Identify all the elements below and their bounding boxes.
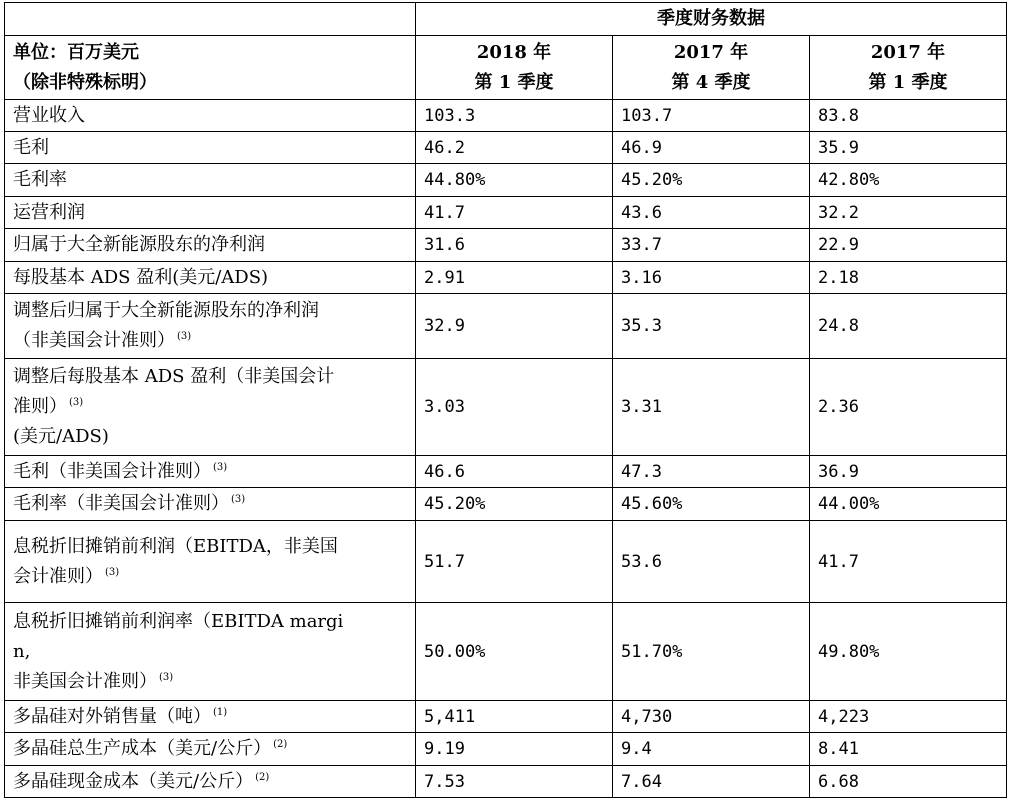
table-row (5, 229, 1007, 262)
table-row (5, 488, 1007, 521)
table-row (5, 701, 1007, 733)
row-label-line (13, 263, 407, 293)
value-cell: 45.20% (416, 488, 613, 521)
row-label-line (13, 165, 407, 195)
footnote-marker: (2) (255, 771, 270, 783)
group-title: 季度财务数据 (416, 3, 1007, 36)
row-label-cell (5, 262, 416, 294)
value-cell: 6.68 (810, 766, 1007, 798)
row-label-cell (5, 766, 416, 798)
row-label-cell (5, 164, 416, 197)
column-header-quarter: 第 4 季度 (671, 71, 751, 93)
value-cell: 44.80% (416, 164, 613, 197)
value-cell: 51.70% (613, 603, 810, 701)
row-label-line (13, 133, 407, 163)
row-label-text: 调整后每股基本 ADS 盈利（非美国会计 (13, 366, 335, 387)
column-header-year: 2017 年 (870, 41, 946, 63)
footnote-marker: (3) (231, 494, 246, 505)
column-header-quarter: 第 1 季度 (868, 71, 948, 93)
row-label-line (13, 532, 407, 562)
value-cell: 46.2 (416, 132, 613, 164)
row-label-line (13, 489, 407, 519)
row-label-line (13, 637, 407, 667)
header-row-columns (5, 36, 1007, 100)
column-header-year: 2018 年 (476, 41, 552, 63)
row-label-text: 息税折旧摊销前利润（EBITDA，非美国 (13, 535, 338, 557)
row-label-line (13, 667, 407, 697)
value-cell: 35.9 (810, 132, 1007, 164)
column-header-quarter: 第 1 季度 (474, 71, 554, 93)
value-cell: 43.6 (613, 197, 810, 229)
table-body (5, 3, 1007, 798)
row-label-text: 多晶硅现金成本（美元/公斤） (13, 770, 254, 792)
footnote-marker: (3) (69, 397, 84, 408)
row-label-text: n, (13, 640, 31, 662)
row-label-cell (5, 456, 416, 488)
value-cell: 8.41 (810, 733, 1007, 766)
footnote-marker: (3) (177, 331, 192, 342)
row-label-text: 归属于大全新能源股东的净利润 (13, 234, 265, 255)
value-cell: 9.19 (416, 733, 613, 766)
row-label-line (13, 296, 407, 326)
row-label-cell (5, 521, 416, 603)
row-label-line (13, 562, 407, 592)
value-cell: 103.3 (416, 100, 613, 132)
value-cell: 53.6 (613, 521, 810, 603)
value-cell: 32.2 (810, 197, 1007, 229)
value-cell: 31.6 (416, 229, 613, 262)
value-cell: 35.3 (613, 294, 810, 359)
row-label-line (13, 230, 407, 260)
value-cell: 24.8 (810, 294, 1007, 359)
row-label-text: 准则） (13, 396, 67, 417)
value-cell: 2.18 (810, 262, 1007, 294)
row-label-line (13, 457, 407, 487)
table-row (5, 766, 1007, 798)
value-cell: 45.60% (613, 488, 810, 521)
value-cell: 46.6 (416, 456, 613, 488)
row-label-line (13, 101, 407, 131)
value-cell: 83.8 (810, 100, 1007, 132)
value-cell: 41.7 (416, 197, 613, 229)
value-cell: 44.00% (810, 488, 1007, 521)
row-label-text: 多晶硅对外销售量（吨） (13, 705, 211, 727)
row-label-text: 调整后归属于大全新能源股东的净利润 (13, 300, 319, 321)
value-cell: 32.9 (416, 294, 613, 359)
value-cell: 50.00% (416, 603, 613, 701)
table-row (5, 733, 1007, 766)
footnote-marker: (3) (159, 671, 174, 683)
value-cell: 42.80% (810, 164, 1007, 197)
row-label-cell (5, 100, 416, 132)
row-label-cell (5, 294, 416, 359)
row-label-text: 毛利率（非美国会计准则） (13, 493, 229, 514)
row-label-text: 会计准则） (13, 565, 103, 587)
table-row (5, 521, 1007, 603)
unit-line-2: （除非特殊标明） (13, 71, 157, 93)
value-cell: 45.20% (613, 164, 810, 197)
value-cell: 7.53 (416, 766, 613, 798)
table-row (5, 100, 1007, 132)
column-header-q1-2018 (416, 36, 613, 100)
value-cell: 3.31 (613, 359, 810, 456)
value-cell: 22.9 (810, 229, 1007, 262)
column-header-year: 2017 年 (673, 41, 749, 63)
table-row (5, 603, 1007, 701)
row-label-text: 非美国会计准则） (13, 670, 157, 692)
row-label-text: 运营利润 (13, 201, 85, 223)
unit-cell (5, 36, 416, 100)
table-row (5, 294, 1007, 359)
row-label-text: 毛利 (13, 136, 49, 158)
row-label-cell (5, 603, 416, 701)
row-label-text: 毛利率 (13, 169, 67, 190)
row-label-text: 多晶硅总生产成本（美元/公斤） (13, 738, 272, 759)
header-row-group (5, 3, 1007, 36)
row-label-text: 每股基本 ADS 盈利(美元/ADS) (13, 266, 269, 288)
row-label-line (13, 734, 407, 764)
table-row (5, 456, 1007, 488)
value-cell: 46.9 (613, 132, 810, 164)
row-label-cell (5, 132, 416, 164)
value-cell: 36.9 (810, 456, 1007, 488)
row-label-line (13, 198, 407, 228)
row-label-text: （非美国会计准则） (13, 330, 175, 351)
row-label-cell (5, 359, 416, 456)
row-label-line (13, 422, 407, 452)
footnote-marker: (2) (273, 739, 288, 750)
row-label-text: 营业收入 (13, 104, 85, 126)
value-cell: 3.16 (613, 262, 810, 294)
footnote-marker: (3) (105, 566, 120, 578)
footnote-marker: (3) (213, 461, 228, 473)
row-label-text: 息税折旧摊销前利润率（EBITDA margi (13, 610, 344, 632)
column-header-q1-2017 (810, 36, 1007, 100)
footnote-marker: (1) (213, 706, 228, 718)
value-cell: 41.7 (810, 521, 1007, 603)
header-blank-cell (5, 3, 416, 36)
row-label-text: 毛利（非美国会计准则） (13, 460, 211, 482)
row-label-line (13, 362, 407, 392)
row-label-cell (5, 229, 416, 262)
value-cell: 33.7 (613, 229, 810, 262)
value-cell: 47.3 (613, 456, 810, 488)
table-row (5, 197, 1007, 229)
value-cell: 49.80% (810, 603, 1007, 701)
value-cell: 2.36 (810, 359, 1007, 456)
row-label-line (13, 767, 407, 797)
row-label-cell (5, 197, 416, 229)
row-label-line (13, 607, 407, 637)
table-row (5, 164, 1007, 197)
table-row (5, 359, 1007, 456)
value-cell: 4,730 (613, 701, 810, 733)
row-label-cell (5, 701, 416, 733)
unit-line-1: 单位：百万美元 (13, 41, 139, 63)
column-header-q4-2017 (613, 36, 810, 100)
row-label-line (13, 326, 407, 356)
row-label-line (13, 702, 407, 732)
value-cell: 9.4 (613, 733, 810, 766)
row-label-cell (5, 488, 416, 521)
financial-table (4, 2, 1007, 798)
value-cell: 51.7 (416, 521, 613, 603)
row-label-line (13, 392, 407, 422)
table-row (5, 262, 1007, 294)
value-cell: 3.03 (416, 359, 613, 456)
table-row (5, 132, 1007, 164)
value-cell: 2.91 (416, 262, 613, 294)
row-label-text: (美元/ADS) (13, 426, 109, 447)
value-cell: 4,223 (810, 701, 1007, 733)
value-cell: 7.64 (613, 766, 810, 798)
value-cell: 103.7 (613, 100, 810, 132)
value-cell: 5,411 (416, 701, 613, 733)
row-label-cell (5, 733, 416, 766)
